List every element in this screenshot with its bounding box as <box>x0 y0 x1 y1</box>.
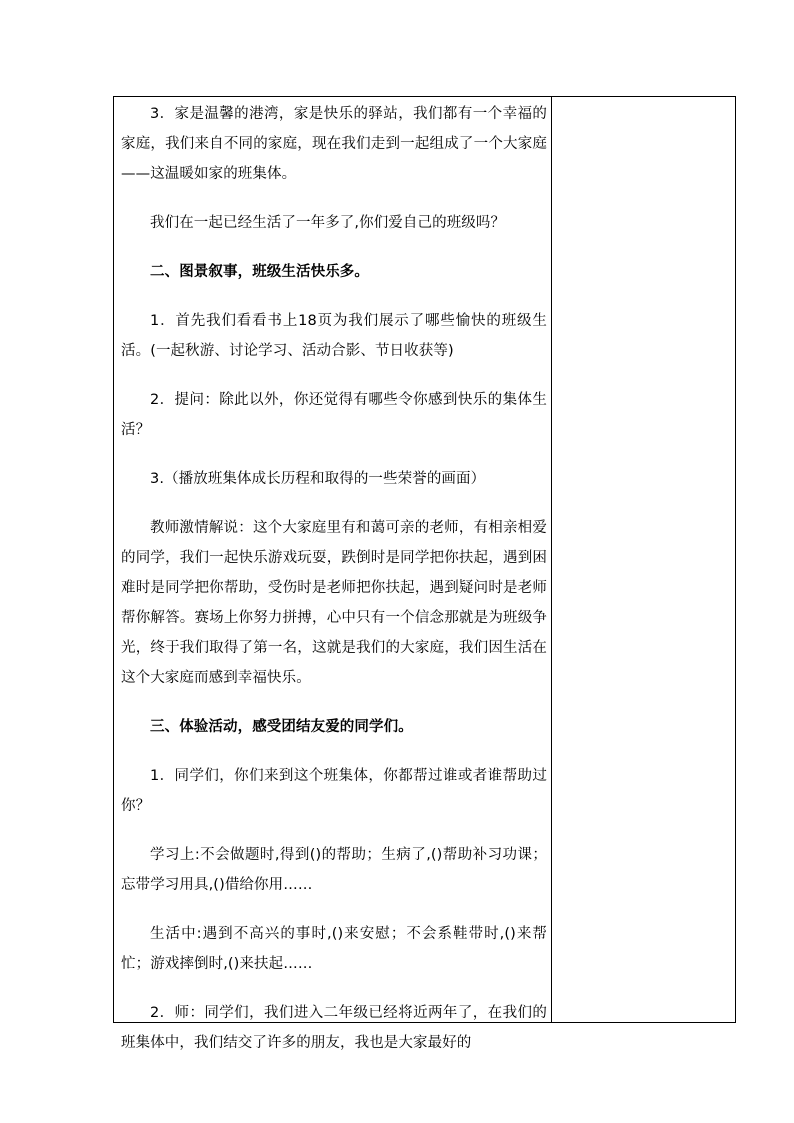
paragraph: 3.（播放班集体成长历程和取得的一些荣誉的画面） <box>150 471 486 487</box>
notes-cell <box>552 97 735 1022</box>
lesson-content-cell <box>114 97 552 1051</box>
section-heading: 二、图景叙事，班级生活快乐多。 <box>150 264 369 280</box>
section-heading: 三、体验活动，感受团结友爱的同学们。 <box>150 719 413 735</box>
paragraph: 生活中:遇到不高兴的事时,()来安慰；不会系鞋带时,()来帮忙；游戏摔倒时,()来扶起…… <box>121 926 547 972</box>
paragraph: 我们在一起已经生活了一年多了,你们爱自己的班级吗？ <box>150 215 506 231</box>
lesson-table <box>113 96 736 1051</box>
paragraph: 3．家是温馨的港湾，家是快乐的驿站，我们都有一个幸福的家庭，我们来自不同的家庭，现在我们走到一起组成了一个大家庭——这温暖如家的班集体。 <box>121 106 547 182</box>
paragraph: 1．同学们，你们来到这个班集体，你都帮过谁或者谁帮助过你？ <box>121 768 547 814</box>
paragraph: 1．首先我们看看书上18页为我们展示了哪些愉快的班级生活。(一起秋游、讨论学习、活动合影、节日收获等) <box>121 313 547 359</box>
paragraph: 学习上:不会做题时,得到()的帮助；生病了,()帮助补习功课；忘带学习用具,()借给你用…… <box>121 847 547 893</box>
paragraph: 教师激情解说：这个大家庭里有和蔼可亲的老师，有相亲相爱的同学，我们一起快乐游戏玩耍，跌倒时是同学把你扶起，遇到困难时是同学把你帮助，受伤时是老师把你扶起，遇到疑问时是老师帮你解答。赛场上你努力拼搏，心中只有一个信念那就是为班级争光，终于我们取得了第一名，这就是我们的大家庭，我们因生活在这个大家庭而感到幸福快乐。 <box>121 520 547 686</box>
paragraph: 2．师：同学们，我们进入二年级已经将近两年了，在我们的班集体中，我们结交了许多的朋友，我也是大家最好的 <box>121 1005 547 1051</box>
paragraph: 2．提问：除此以外，你还觉得有哪些令你感到快乐的集体生活？ <box>121 392 547 438</box>
